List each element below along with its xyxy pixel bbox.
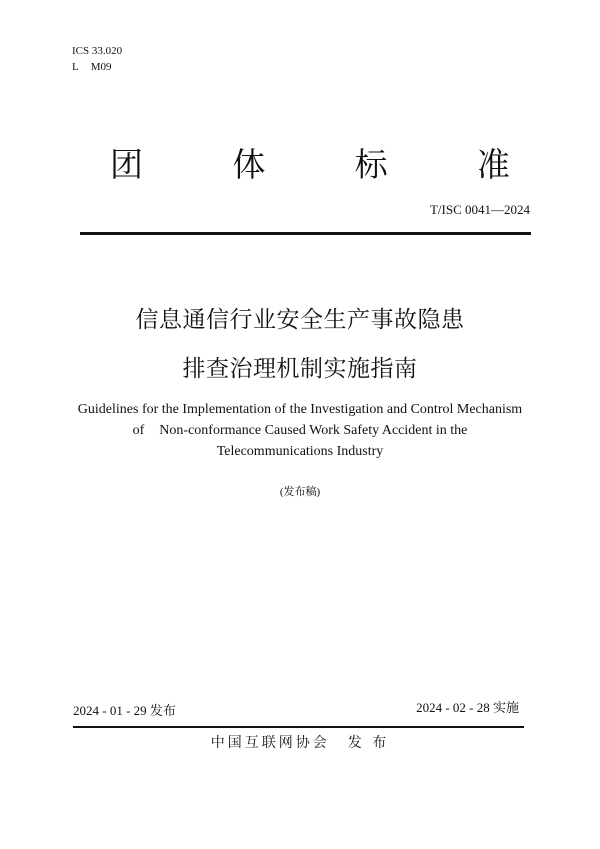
publish-action: 发 布	[347, 735, 390, 751]
implementation-date: 2024 - 02 - 28 实施	[416, 700, 519, 715]
title-char: 准	[476, 145, 510, 184]
ccs-number: M09	[90, 61, 112, 73]
english-title-line-2-rest: Non-conformance Caused Work Safety Accident in the	[159, 423, 468, 438]
standard-type-title	[80, 143, 540, 187]
bottom-divider	[73, 726, 524, 728]
publisher-line	[0, 733, 600, 753]
title-char: 标	[354, 145, 388, 184]
ics-code: ICS 33.020	[72, 45, 123, 57]
chinese-title	[0, 296, 600, 394]
title-char: 团	[110, 145, 143, 184]
top-divider	[80, 232, 531, 235]
draft-status: (发布稿)	[279, 486, 321, 498]
chinese-title-line-2: 排查治理机制实施指南	[182, 356, 418, 382]
publish-date: 2024 - 01 - 29 发布	[73, 703, 176, 718]
english-title-line-1: Guidelines for the Implementation of the Investigation and Control Mechanism	[77, 402, 523, 417]
title-char: 体	[232, 145, 266, 184]
chinese-title-line-1: 信息通信行业安全生产事故隐患	[135, 307, 465, 333]
english-title-line-2	[40, 420, 560, 441]
ccs-code	[72, 59, 112, 75]
publisher-name: 中国互联网协会	[210, 735, 330, 751]
english-title-line-2-prefix: of	[132, 423, 145, 438]
ccs-letter: L	[72, 61, 79, 73]
english-title-line-3: Telecommunications Industry	[216, 444, 384, 459]
standard-number: T/ISC 0041—2024	[429, 202, 530, 217]
english-title	[40, 399, 560, 462]
